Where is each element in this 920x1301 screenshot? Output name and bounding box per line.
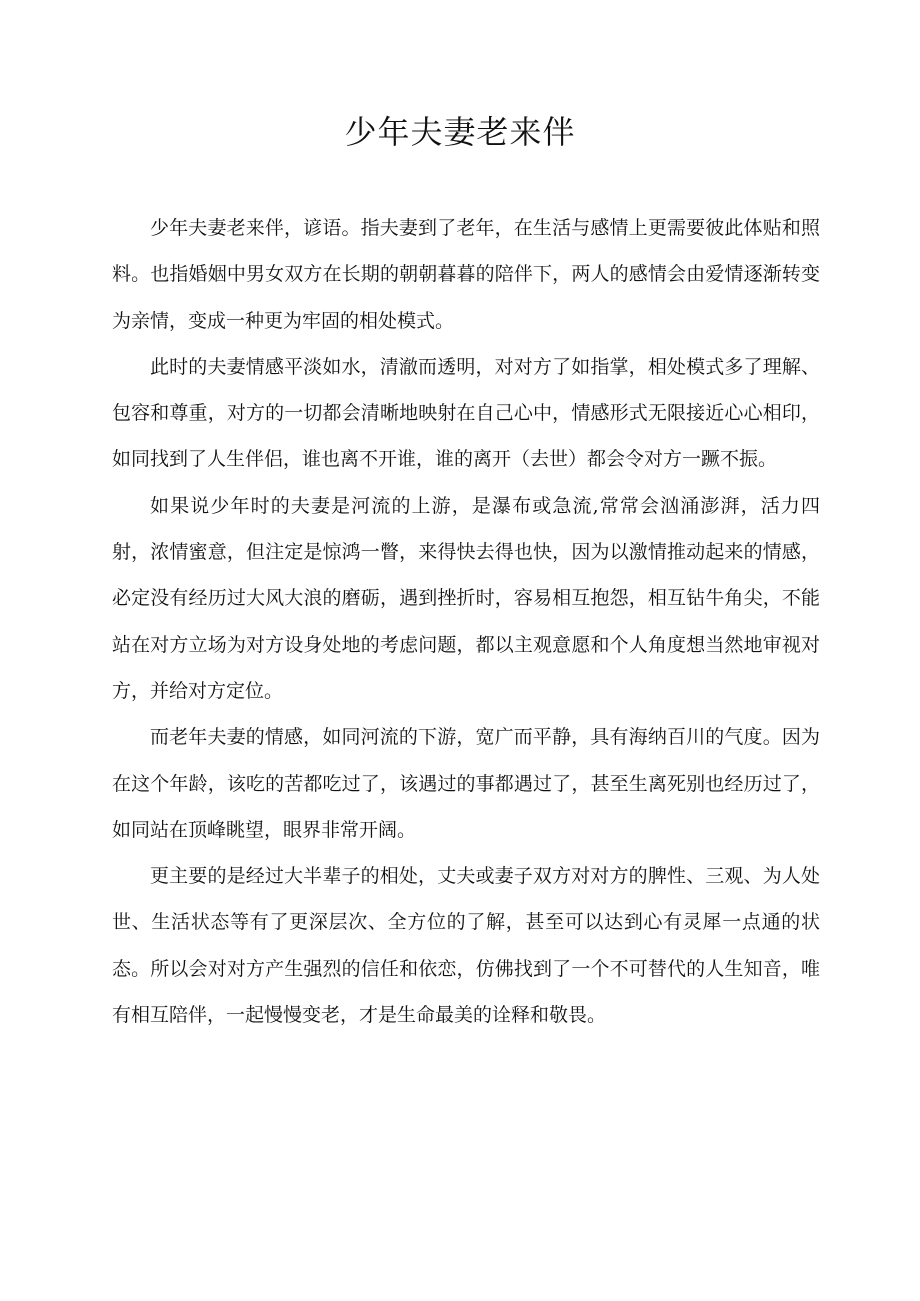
paragraph-5: 更主要的是经过大半辈子的相处，丈夫或妻子双方对对方的脾性、三观、为人处世、生活状态等有了更深层次、全方位的了解，甚至可以达到心有灵犀一点通的状态。所以会对对方产生强烈的信任和依恋，仿佛找到了一个不可替代的人生知音，唯有相互陪伴，一起慢慢变老，才是生命最美的诠释和敬畏。 [112, 865, 820, 1027]
paragraph-1: 少年夫妻老来伴，谚语。指夫妻到了老年，在生活与感情上更需要彼此体贴和照料。也指婚姻中男女双方在长期的朝朝暮暮的陪伴下，两人的感情会由爱情逐渐转变为亲情，变成一种更为牢固的相处模式。 [112, 217, 820, 332]
document-body [112, 205, 820, 1038]
paragraph-2: 此时的夫妻情感平淡如水，清澈而透明，对对方了如指掌，相处模式多了理解、包容和尊重，对方的一切都会清晰地映射在自己心中，情感形式无限接近心心相印，如同找到了人生伴侣，谁也离不开谁，谁的离开（去世）都会令对方一蹶不振。 [112, 355, 820, 471]
document-title: 少年夫妻老来伴 [344, 113, 576, 151]
paragraph-3: 如果说少年时的夫妻是河流的上游，是瀑布或急流,常常会汹涌澎湃，活力四射，浓情蜜意，但注定是惊鸿一瞥，来得快去得也快，因为以激情推动起来的情感，必定没有经历过大风大浪的磨砺，遇到挫折时，容易相互抱怨，相互钻牛角尖，不能站在对方立场为对方设身处地的考虑问题，都以主观意愿和个人角度想当然地审视对方，并给对方定位。 [112, 494, 820, 702]
paragraph-4: 而老年夫妻的情感，如同河流的下游，宽广而平静，具有海纳百川的气度。因为在这个年龄，该吃的苦都吃过了，该遇过的事都遇过了，甚至生离死别也经历过了，如同站在顶峰眺望，眼界非常开阔。 [112, 726, 820, 841]
